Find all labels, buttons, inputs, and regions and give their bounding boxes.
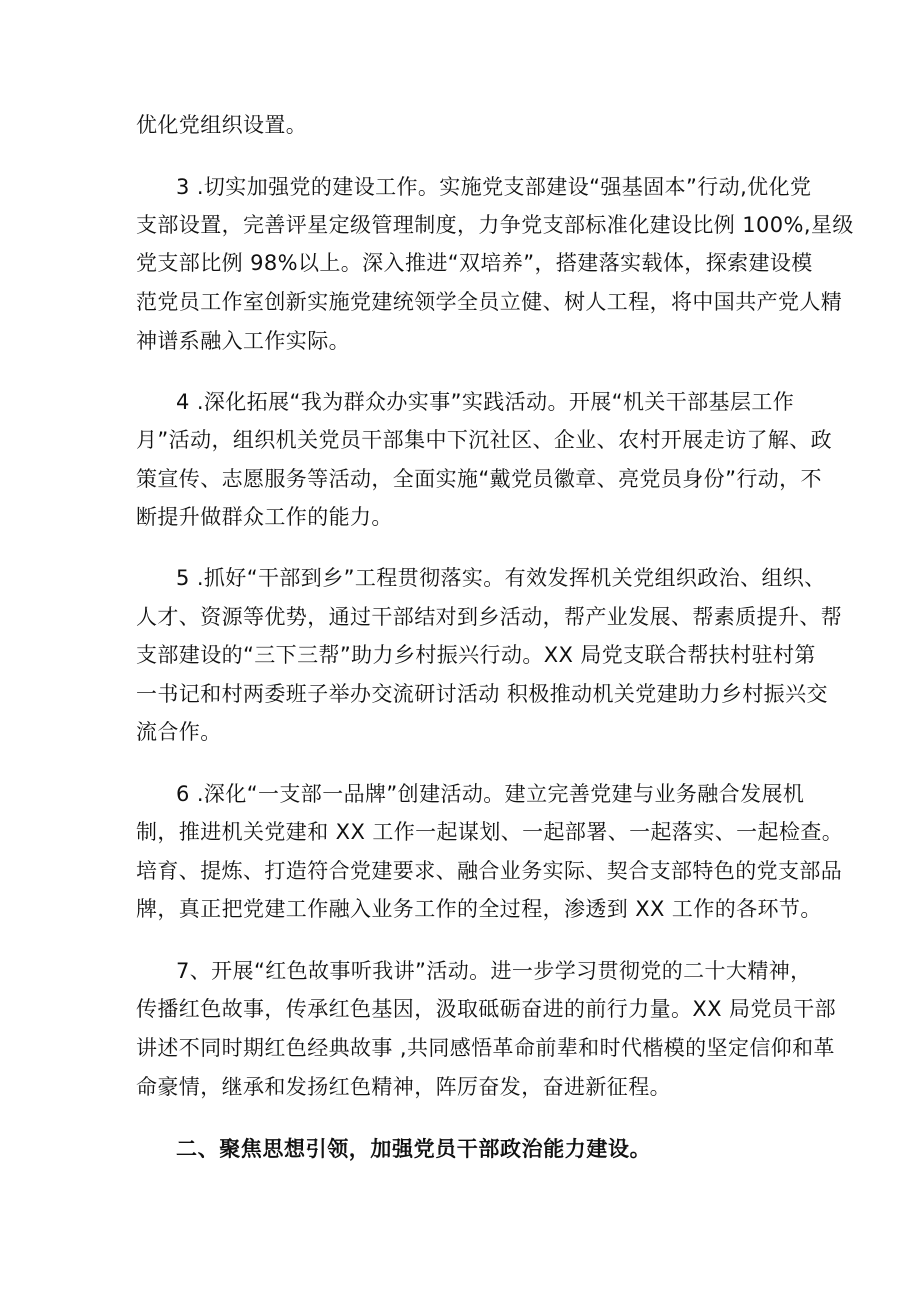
item-3-line-4: 范党员工作室创新实施党建统领学全员立健、树人工程，将中国共产党人精 [136,290,843,314]
item-6-line-1: 6 .深化“一支部一品牌”创建活动。建立完善党建与业务融合发展机 [176,782,805,806]
item-6-line-2: 制，推进机关党建和 XX 工作一起谋划、一起部署、一起落实、一起检查。 [136,820,844,844]
item-5-line-1: 5 .抓好“干部到乡”工程贯彻落实。有效发挥机关党组织政治、组织、 [176,566,826,590]
section-heading: 二、聚焦思想引领，加强党员干部政治能力建设。 [176,1137,652,1161]
item-7-line-3: 讲述不同时期红色经典故事 ,共同感悟革命前辈和时代楷模的坚定信仰和革 [136,1036,835,1060]
item-7-line-2: 传播红色故事，传承红色基因，汲取砥砺奋进的前行力量。XX 局党员干部 [136,997,837,1021]
item-5-line-5: 流合作。 [136,720,222,744]
item-4-line-4: 断提升做群众工作的能力。 [136,505,393,529]
paragraph-tail-line: 优化党组织设置。 [136,113,308,137]
item-6-line-4: 牌，真正把党建工作融入业务工作的全过程，渗透到 XX 工作的各环节。 [136,897,822,921]
item-3-line-2: 支部设置，完善评星定级管理制度，力争党支部标准化建设比例 100%,星级 [136,213,854,237]
item-4-line-2: 月”活动，组织机关党员干部集中下沉社区、企业、农村开展走访了解、政 [136,428,833,452]
item-5-line-4: 一书记和村两委班子举办交流研讨活动 积极推动机关党建助力乡村振兴交 [136,682,828,706]
item-6-line-3: 培育、提炼、打造符合党建要求、融合业务实际、契合支部特色的党支部品 [136,859,843,883]
item-4-line-3: 策宣传、志愿服务等活动，全面实施“戴党员徽章、亮党员身份”行动，不 [136,467,822,491]
item-3-line-1: 3 .切实加强党的建设工作。实施党支部建设“强基固本”行动,优化党 [176,175,812,199]
item-3-line-5: 神谱系融入工作实际。 [136,329,350,353]
item-5-line-2: 人才、资源等优势，通过干部结对到乡活动，帮产业发展、帮素质提升、帮 [136,605,843,629]
item-3-line-3: 党支部比例 98%以上。深入推进“双培养”，搭建落实载体，探索建设模 [136,251,813,275]
item-4-line-1: 4 .深化拓展“我为群众办实事”实践活动。开展“机关干部基层工作 [176,390,795,414]
item-7-line-1: 7、开展“红色故事听我讲”活动。进一步学习贯彻党的二十大精神， [176,959,812,983]
item-5-line-3: 支部建设的“三下三帮”助力乡村振兴行动。XX 局党支联合帮扶村驻村第 [136,643,816,667]
item-7-line-4: 命豪情，继承和发扬红色精神，阵厉奋发，奋进新征程。 [136,1075,671,1099]
